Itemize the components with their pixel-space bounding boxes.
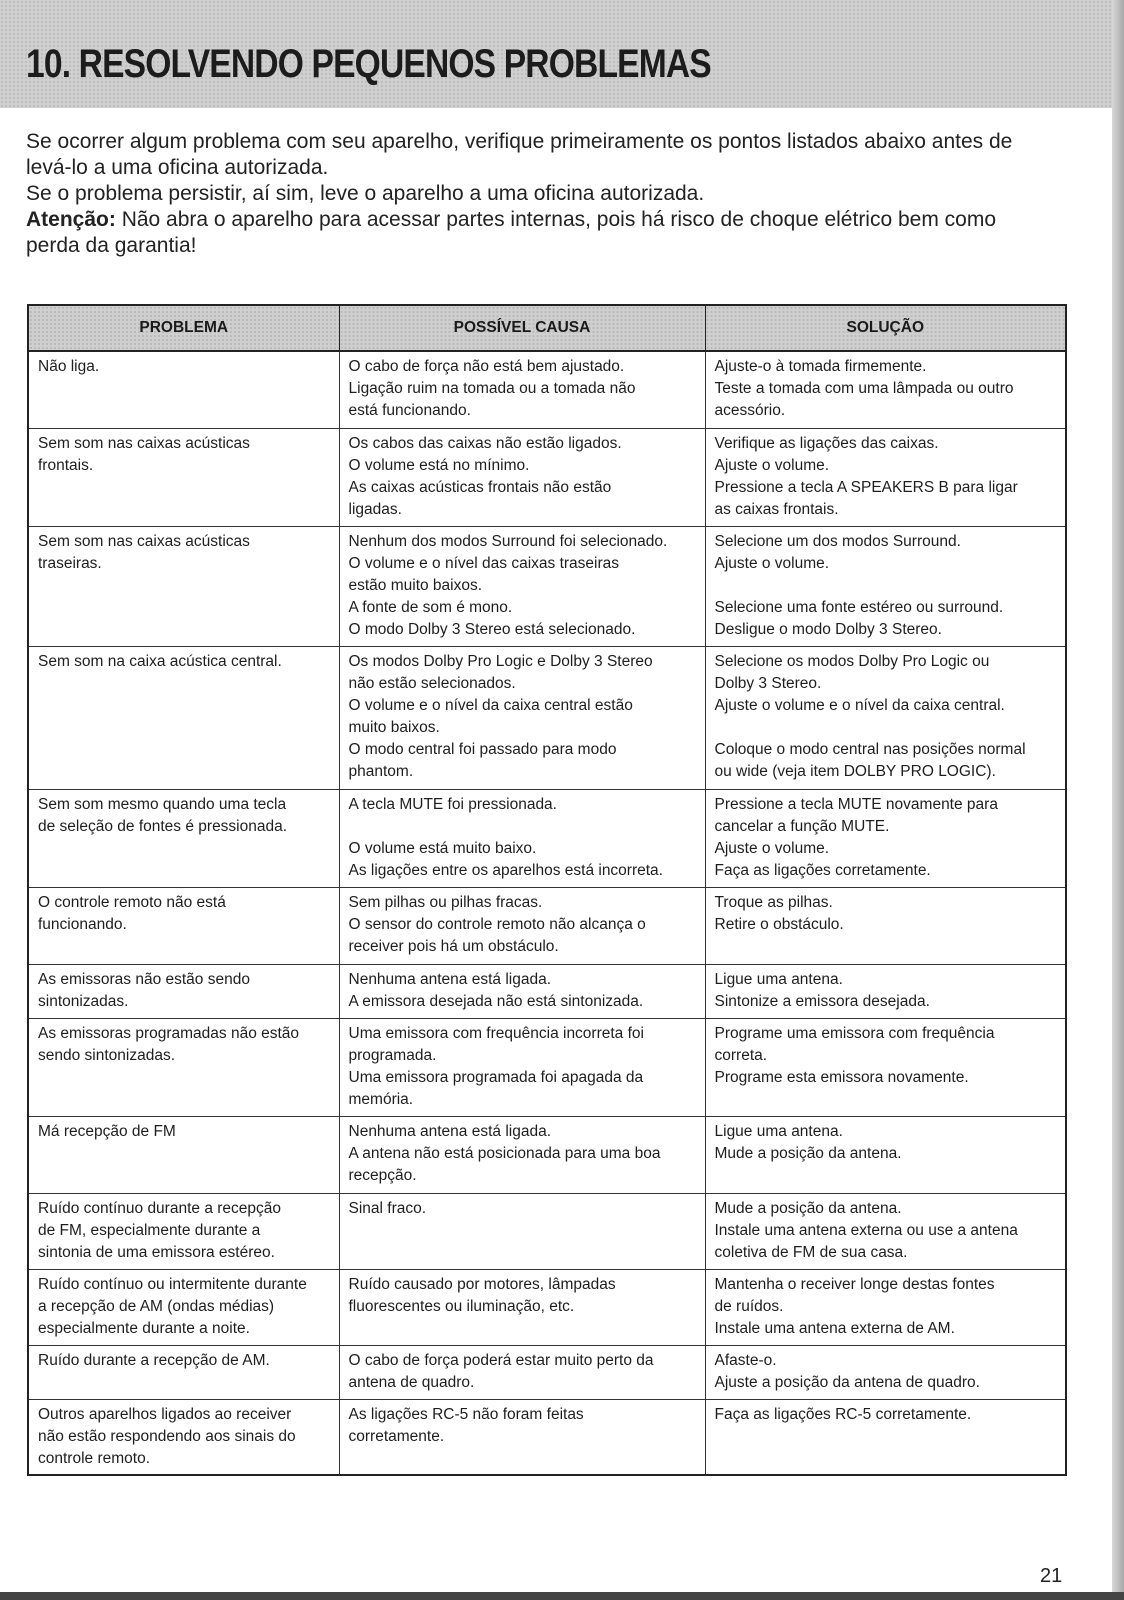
cell-line: as caixas frontais. bbox=[714, 500, 839, 518]
problem-cell bbox=[28, 887, 339, 964]
page-edge-right bbox=[1112, 0, 1124, 1600]
cell-line: ou wide (veja item DOLBY PRO LOGIC). bbox=[714, 762, 996, 780]
header-solution: SOLUÇÃO bbox=[705, 305, 1066, 351]
cell-line: Sem som na caixa acústica central. bbox=[38, 652, 282, 670]
cell-line: sendo sintonizadas. bbox=[38, 1046, 176, 1064]
problem-cell bbox=[28, 789, 339, 887]
table-row bbox=[28, 964, 1066, 1018]
cell-line: O cabo de força poderá estar muito perto da bbox=[348, 1351, 654, 1369]
cause-cell bbox=[339, 1399, 705, 1475]
table-row bbox=[28, 646, 1066, 789]
table-row bbox=[28, 1345, 1066, 1399]
problem-cell bbox=[28, 1269, 339, 1345]
cell-line: Ruído causado por motores, lâmpadas bbox=[348, 1275, 616, 1293]
solution-cell bbox=[705, 1269, 1066, 1345]
cell-line: O sensor do controle remoto não alcança o bbox=[348, 915, 646, 933]
cell-line: especialmente durante a noite. bbox=[38, 1319, 250, 1337]
cell-line: phantom. bbox=[348, 762, 414, 780]
cause-cell bbox=[339, 1116, 705, 1193]
cell-line: Coloque o modo central nas posições normal bbox=[714, 740, 1026, 758]
problem-cell bbox=[28, 1116, 339, 1193]
intro-line: perda da garantia! bbox=[26, 234, 197, 257]
cell-line: controle remoto. bbox=[38, 1449, 150, 1467]
cell-line: Mude a posição da antena. bbox=[714, 1199, 902, 1217]
table-row bbox=[28, 428, 1066, 526]
cell-line: Uma emissora com frequência incorreta foi bbox=[348, 1024, 644, 1042]
cell-line: Ajuste o volume. bbox=[714, 839, 830, 857]
cell-line: Ligue uma antena. bbox=[714, 1122, 843, 1140]
cell-line: está funcionando. bbox=[348, 402, 471, 419]
cell-line: Desligue o modo Dolby 3 Stereo. bbox=[714, 620, 942, 638]
cell-line: Sem som nas caixas acústicas bbox=[38, 434, 250, 452]
cell-line: corretamente. bbox=[348, 1427, 445, 1445]
cell-line: Verifique as ligações das caixas. bbox=[714, 434, 939, 452]
cell-line: O cabo de força não está bem ajustado. bbox=[348, 358, 625, 375]
table-row bbox=[28, 789, 1066, 887]
cell-line bbox=[349, 816, 697, 838]
problem-cell bbox=[28, 1193, 339, 1269]
intro-line: Se ocorrer algum problema com seu aparelho, verifique primeiramente os pontos listados abaixo antes de bbox=[26, 130, 1013, 153]
cell-line: A antena não está posicionada para uma boa bbox=[348, 1144, 661, 1162]
cell-line: a recepção de AM (ondas médias) bbox=[38, 1297, 275, 1315]
problem-cell bbox=[28, 1345, 339, 1399]
cause-cell bbox=[339, 887, 705, 964]
cell-line: Nenhum dos modos Surround foi selecionado. bbox=[348, 532, 668, 550]
solution-cell bbox=[705, 351, 1066, 428]
cell-line: coletiva de FM de sua casa. bbox=[714, 1243, 908, 1261]
cell-line: O volume está muito baixo. bbox=[348, 839, 537, 857]
cell-line: Teste a tomada com uma lâmpada ou outro bbox=[714, 380, 1014, 397]
cell-line: Pressione a tecla A SPEAKERS B para ligar bbox=[714, 478, 1018, 496]
cell-line: O volume e o nível da caixa central estão bbox=[348, 696, 633, 714]
cell-line: As ligações entre os aparelhos está incorreta. bbox=[348, 861, 663, 879]
cell-line: cancelar a função MUTE. bbox=[714, 817, 890, 835]
cell-line: Programe uma emissora com frequência bbox=[714, 1024, 995, 1042]
cause-cell bbox=[339, 646, 705, 789]
cell-line: O volume e o nível das caixas traseiras bbox=[348, 554, 620, 572]
table-row bbox=[28, 1116, 1066, 1193]
cell-line: As ligações RC-5 não foram feitas bbox=[348, 1405, 584, 1423]
cell-line: Nenhuma antena está ligada. bbox=[348, 1122, 552, 1140]
cell-line: de seleção de fontes é pressionada. bbox=[38, 817, 288, 835]
table-row bbox=[28, 351, 1066, 428]
cell-line: recepção. bbox=[348, 1166, 417, 1184]
cell-line: sintonizadas. bbox=[38, 992, 129, 1010]
table-row bbox=[28, 1018, 1066, 1116]
cell-line: Ruído contínuo durante a recepção bbox=[38, 1199, 282, 1217]
cell-line: Sintonize a emissora desejada. bbox=[714, 992, 930, 1010]
cell-line: programada. bbox=[348, 1046, 437, 1064]
cell-line: O modo central foi passado para modo bbox=[348, 740, 617, 758]
cause-cell bbox=[339, 1345, 705, 1399]
cell-line: não estão selecionados. bbox=[348, 674, 516, 692]
attention-label: Atenção: bbox=[26, 208, 116, 231]
page-number: 21 bbox=[1040, 1565, 1063, 1587]
cell-line: Os cabos das caixas não estão ligados. bbox=[348, 434, 622, 452]
cell-line: A emissora desejada não está sintonizada. bbox=[348, 992, 644, 1010]
cell-line: funcionando. bbox=[38, 915, 127, 933]
cause-cell bbox=[339, 351, 705, 428]
solution-cell bbox=[705, 789, 1066, 887]
solution-cell bbox=[705, 1193, 1066, 1269]
cause-cell bbox=[339, 1269, 705, 1345]
cell-line bbox=[715, 575, 1058, 597]
cell-line: Dolby 3 Stereo. bbox=[714, 674, 822, 692]
cell-line: antena de quadro. bbox=[348, 1373, 475, 1391]
cell-line: Troque as pilhas. bbox=[714, 893, 833, 911]
problem-cell bbox=[28, 1399, 339, 1475]
problem-cell bbox=[28, 351, 339, 428]
cell-line: Ruído durante a recepção de AM. bbox=[38, 1351, 270, 1369]
cause-cell bbox=[339, 1193, 705, 1269]
intro-line: levá-lo a uma oficina autorizada. bbox=[26, 156, 329, 179]
cell-line: Instale uma antena externa de AM. bbox=[714, 1319, 955, 1337]
cell-line: Instale uma antena externa ou use a antena bbox=[714, 1221, 1018, 1239]
cell-line: correta. bbox=[714, 1046, 768, 1064]
solution-cell bbox=[705, 1399, 1066, 1475]
cell-line: traseiras. bbox=[38, 554, 102, 572]
cell-line: Programe esta emissora novamente. bbox=[714, 1068, 969, 1086]
cell-line: As caixas acústicas frontais não estão bbox=[348, 478, 612, 496]
cell-line: Sem som mesmo quando uma tecla bbox=[38, 795, 287, 813]
cell-line: Retire o obstáculo. bbox=[714, 915, 844, 933]
header-cause: POSSÍVEL CAUSA bbox=[339, 305, 705, 351]
cell-line: Pressione a tecla MUTE novamente para bbox=[714, 795, 998, 813]
cell-line: Faça as ligações RC-5 corretamente. bbox=[714, 1405, 972, 1423]
page-title: 10. RESOLVENDO PEQUENOS PROBLEMAS bbox=[26, 42, 711, 86]
intro-line: Se o problema persistir, aí sim, leve o aparelho a uma oficina autorizada. bbox=[26, 182, 705, 205]
table-row bbox=[28, 1269, 1066, 1345]
intro-text bbox=[26, 129, 1056, 259]
table-body bbox=[28, 351, 1066, 1475]
cell-line: Sem som nas caixas acústicas bbox=[38, 532, 250, 550]
cell-line: A tecla MUTE foi pressionada. bbox=[348, 795, 557, 813]
cell-line: Má recepção de FM bbox=[38, 1122, 176, 1140]
cell-line: O modo Dolby 3 Stereo está selecionado. bbox=[348, 620, 636, 638]
cell-line: Ligue uma antena. bbox=[714, 970, 843, 988]
cell-line: Faça as ligações corretamente. bbox=[714, 861, 931, 879]
solution-cell bbox=[705, 526, 1066, 646]
cell-line: ligadas. bbox=[348, 500, 402, 518]
table-row bbox=[28, 1193, 1066, 1269]
cell-line: Selecione um dos modos Surround. bbox=[714, 532, 961, 550]
cell-line: Ligação ruim na tomada ou a tomada não bbox=[348, 380, 636, 397]
cell-line: acessório. bbox=[714, 402, 786, 419]
cell-line: Os modos Dolby Pro Logic e Dolby 3 Stereo bbox=[348, 652, 653, 670]
cell-line: Ajuste-o à tomada firmemente. bbox=[714, 358, 927, 375]
table-row bbox=[28, 526, 1066, 646]
cell-line: Selecione uma fonte estéreo ou surround. bbox=[714, 598, 1004, 616]
cell-line: frontais. bbox=[38, 456, 94, 474]
cause-cell bbox=[339, 789, 705, 887]
cell-line: As emissoras não estão sendo bbox=[38, 970, 250, 988]
table-row bbox=[28, 887, 1066, 964]
cause-cell bbox=[339, 428, 705, 526]
troubleshooting-table bbox=[27, 304, 1067, 1476]
cell-line: Selecione os modos Dolby Pro Logic ou bbox=[714, 652, 990, 670]
cell-line: Nenhuma antena está ligada. bbox=[348, 970, 552, 988]
cell-line: receiver pois há um obstáculo. bbox=[348, 937, 559, 955]
cell-line: Ajuste o volume e o nível da caixa central. bbox=[714, 696, 1005, 714]
cell-line: Não liga. bbox=[38, 358, 100, 375]
cell-line: As emissoras programadas não estão bbox=[38, 1024, 300, 1042]
cell-line: sintonia de uma emissora estéreo. bbox=[38, 1243, 275, 1261]
cell-line: Ruído contínuo ou intermitente durante bbox=[38, 1275, 307, 1293]
page-edge-bottom bbox=[0, 1592, 1124, 1600]
cell-line: de ruídos. bbox=[714, 1297, 784, 1315]
cell-line: Uma emissora programada foi apagada da bbox=[348, 1068, 644, 1086]
cell-line: O controle remoto não está bbox=[38, 893, 226, 911]
intro-attention bbox=[26, 207, 1056, 233]
cause-cell bbox=[339, 526, 705, 646]
cell-line: de FM, especialmente durante a bbox=[38, 1221, 261, 1239]
cell-line: Mantenha o receiver longe destas fontes bbox=[714, 1275, 995, 1293]
attention-text: Não abra o aparelho para acessar partes internas, pois há risco de choque elétrico bem como bbox=[115, 208, 997, 231]
cell-line: memória. bbox=[348, 1090, 414, 1108]
cell-line bbox=[715, 717, 1058, 739]
problem-cell bbox=[28, 964, 339, 1018]
problem-cell bbox=[28, 526, 339, 646]
cell-line: Ajuste a posição da antena de quadro. bbox=[714, 1373, 980, 1391]
solution-cell bbox=[705, 1018, 1066, 1116]
solution-cell bbox=[705, 1116, 1066, 1193]
table-row bbox=[28, 1399, 1066, 1475]
cell-line: Outros aparelhos ligados ao receiver bbox=[38, 1405, 292, 1423]
cell-line: não estão respondendo aos sinais do bbox=[38, 1427, 296, 1445]
cell-line: Afaste-o. bbox=[714, 1351, 777, 1369]
cell-line: Ajuste o volume. bbox=[714, 554, 830, 572]
cause-cell bbox=[339, 964, 705, 1018]
solution-cell bbox=[705, 964, 1066, 1018]
solution-cell bbox=[705, 428, 1066, 526]
cell-line: fluorescentes ou iluminação, etc. bbox=[348, 1297, 575, 1315]
solution-cell bbox=[705, 646, 1066, 789]
cell-line: Sem pilhas ou pilhas fracas. bbox=[348, 893, 543, 911]
cell-line: muito baixos. bbox=[348, 718, 440, 736]
solution-cell bbox=[705, 1345, 1066, 1399]
cause-cell bbox=[339, 1018, 705, 1116]
table-header-row bbox=[28, 305, 1066, 351]
cell-line: O volume está no mínimo. bbox=[348, 456, 530, 474]
cell-line: Ajuste o volume. bbox=[714, 456, 830, 474]
problem-cell bbox=[28, 1018, 339, 1116]
header-problem: PROBLEMA bbox=[28, 305, 339, 351]
cell-line: estão muito baixos. bbox=[348, 576, 483, 594]
cell-line: Mude a posição da antena. bbox=[714, 1144, 902, 1162]
cell-line: A fonte de som é mono. bbox=[348, 598, 513, 616]
problem-cell bbox=[28, 428, 339, 526]
problem-cell bbox=[28, 646, 339, 789]
cell-line: Sinal fraco. bbox=[348, 1199, 427, 1217]
solution-cell bbox=[705, 887, 1066, 964]
